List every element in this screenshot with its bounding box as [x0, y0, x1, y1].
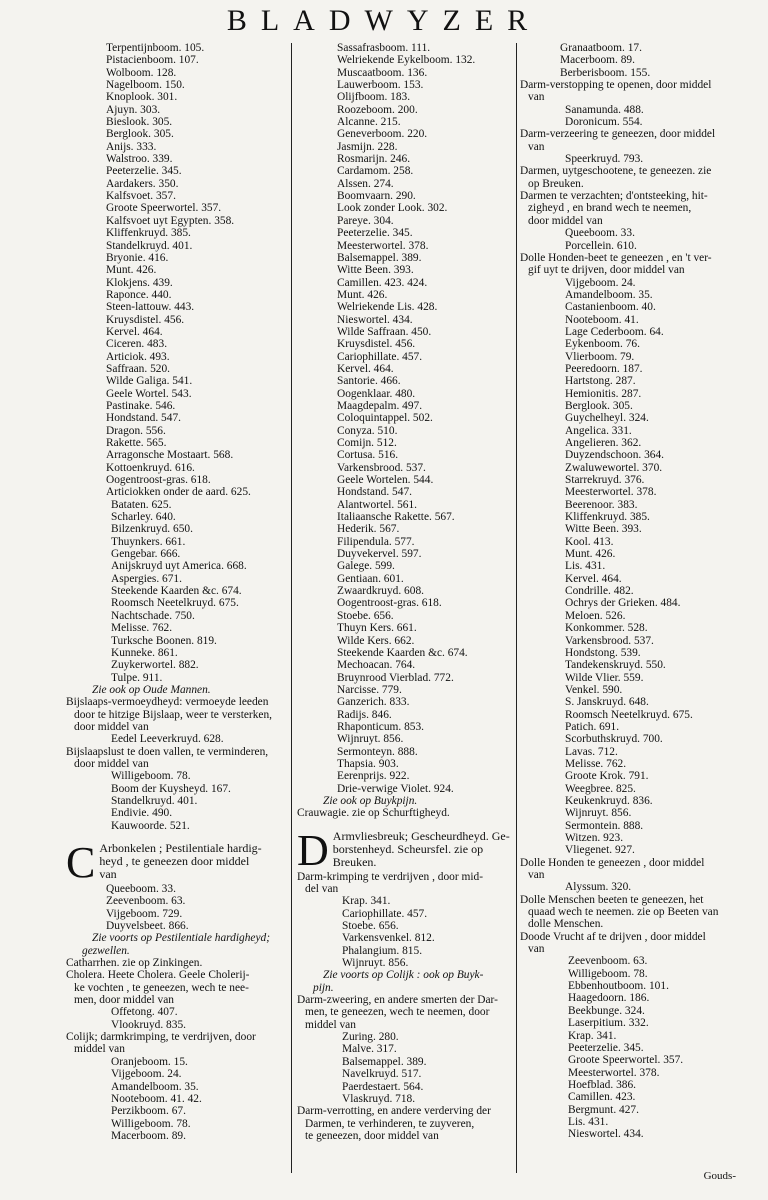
index-entry: Oranjeboom. 15. — [111, 1055, 188, 1068]
index-entry: Wijnruyt. 856. — [565, 807, 632, 820]
index-heading: door middel van — [528, 214, 603, 227]
index-entry: Granaatboom. 17. — [560, 42, 642, 54]
index-entry: Guychelheyl. 324. — [565, 412, 649, 425]
index-entry: Bieslook. 305. — [106, 116, 173, 129]
index-entry: Berglook. 305. — [565, 399, 633, 412]
index-heading: op Breuken. — [528, 177, 584, 190]
catchword: Gouds- — [703, 1170, 736, 1182]
index-entry: Aardakers. 350. — [106, 177, 179, 190]
index-entry: Angelica. 331. — [565, 424, 632, 437]
index-entry: Willigeboom. 78. — [111, 770, 191, 783]
index-entry: Varkensbrood. 537. — [565, 634, 654, 647]
index-entry: Berberisboom. 155. — [560, 66, 651, 79]
index-entry: Dragon. 556. — [106, 424, 166, 437]
index-entry: Arragonsche Mostaart. 568. — [106, 449, 234, 462]
index-entry: Scharley. 640. — [111, 511, 176, 524]
index-entry: Oogentroost-gras. 618. — [337, 597, 442, 610]
index-entry: Stoebe. 656. — [342, 920, 399, 933]
index-entry: Geele Wortel. 543. — [106, 387, 192, 400]
index-heading: Catharrhen. zie op Zinkingen. — [66, 957, 203, 970]
index-entry: Kalfsvoet. 357. — [106, 190, 176, 203]
index-entry: Camillen. 423. 424. — [337, 276, 428, 289]
index-entry: Ganzerich. 833. — [337, 696, 410, 709]
index-entry: Aspergies. 671. — [111, 572, 182, 585]
index-entry: Varkensbrood. 537. — [337, 461, 426, 474]
index-entry: Krap. 341. — [568, 1029, 617, 1042]
index-entry: Bataten. 625. — [111, 498, 172, 511]
index-entry: Boom der Kuysheyd. 167. — [111, 782, 231, 795]
index-entry: Wilde Saffraan. 450. — [337, 325, 432, 338]
index-heading: middel van — [74, 1043, 125, 1056]
section-heading-line: van — [99, 868, 117, 881]
index-entry: Thuynkers. 661. — [111, 535, 186, 548]
index-entry: Gentiaan. 601. — [337, 572, 404, 585]
index-entry: Alyssum. 320. — [565, 881, 632, 894]
index-entry: Wilde Galiga. 541. — [106, 375, 193, 388]
index-column-3 — [520, 42, 746, 1141]
cross-reference: Zie voorts op Colijk : ook op Buyk- — [323, 969, 484, 982]
cross-reference: Zie ook op Buykpijn. — [323, 794, 418, 807]
index-entry: Nooteboom. 41. 42. — [111, 1092, 202, 1105]
index-entry: Duyvekervel. 597. — [337, 548, 422, 561]
index-entry: Roomsch Neetelkruyd. 675. — [565, 708, 693, 721]
index-entry: Vijgeboom. 24. — [565, 276, 636, 289]
index-entry: Melisse. 762. — [565, 757, 627, 770]
index-entry: Zeevenboom. 63. — [106, 895, 186, 908]
index-entry: Condrille. 482. — [565, 585, 634, 598]
index-entry: Wilde Kers. 662. — [337, 634, 415, 647]
index-entry: Kruysdistel. 456. — [337, 338, 416, 351]
index-entry: Nooteboom. 41. — [565, 313, 639, 326]
index-entry: Balsemappel. 389. — [337, 251, 422, 264]
index-entry: Offetong. 407. — [111, 1006, 178, 1019]
index-entry: Pastinake. 546. — [106, 399, 176, 412]
index-entry: Melisse. 762. — [111, 622, 173, 635]
drop-capital: C — [66, 838, 96, 887]
index-entry: Starrekruyd. 376. — [565, 474, 645, 487]
index-entry: Meesterwortel. 378. — [337, 239, 429, 252]
index-entry: Terpentijnboom. 105. — [106, 42, 205, 54]
index-heading: van — [528, 869, 545, 882]
cross-reference: Zie ook op Oude Mannen. — [92, 683, 211, 696]
index-heading: zigheyd , en brand wech te neemen, — [528, 202, 692, 215]
index-heading: Darmen te verzachten; d'ontsteeking, hit- — [520, 190, 708, 203]
index-heading: Darm-zweering, en andere smerten der Dar- — [297, 994, 498, 1007]
index-entry: Saffraan. 520. — [106, 362, 170, 375]
index-heading: men, door middel van — [74, 994, 174, 1007]
index-entry: Standelkruyd. 401. — [111, 794, 198, 807]
index-entry: Galege. 599. — [337, 560, 395, 573]
column-divider — [516, 43, 517, 1173]
index-entry: Bergmunt. 427. — [568, 1103, 639, 1116]
index-entry: Munt. 426. — [565, 548, 616, 561]
index-heading: Darm-verstopping te openen, door middel — [520, 79, 712, 92]
index-entry: Alcanne. 215. — [337, 116, 401, 129]
index-entry: Peeterzelie. 345. — [337, 227, 413, 240]
index-entry: Thuyn Kers. 661. — [337, 622, 417, 635]
index-entry: Sermonteyn. 888. — [337, 745, 418, 758]
index-heading: quaad wech te neemen. zie op Beeten van — [528, 906, 719, 919]
index-entry: Rosmarijn. 246. — [337, 153, 411, 166]
index-entry: Raponce. 440. — [106, 288, 172, 301]
index-entry: Varkensvenkel. 812. — [342, 932, 435, 945]
index-entry: Peeredoorn. 187. — [565, 362, 643, 375]
drop-capital: D — [297, 825, 329, 875]
index-entry: Lis. 431. — [568, 1115, 609, 1128]
index-entry: Tulpe. 911. — [111, 671, 163, 684]
index-entry: Kauwoorde. 521. — [111, 819, 190, 832]
index-entry: Cortusa. 516. — [337, 449, 399, 462]
index-heading: Dolle Honden te geneezen , door middel — [520, 856, 705, 869]
index-heading: van — [528, 91, 545, 104]
index-entry: Beekbunge. 324. — [568, 1004, 645, 1017]
index-entry: Malve. 317. — [342, 1043, 397, 1056]
index-entry: Welriekende Eykelboom. 132. — [337, 54, 476, 67]
index-entry: Nachtschade. 750. — [111, 609, 195, 622]
index-entry: Ochrys der Grieken. 484. — [565, 597, 681, 610]
index-entry: Oogentroost-gras. 618. — [106, 474, 211, 487]
index-entry: Roomsch Neetelkruyd. 675. — [111, 597, 239, 610]
index-entry: Lavas. 712. — [565, 745, 618, 758]
index-entry: Drie-verwige Violet. 924. — [337, 782, 454, 795]
index-entry: Paerdestaert. 564. — [342, 1080, 424, 1093]
index-entry: Kliffenkruyd. 385. — [565, 511, 650, 524]
index-entry: Witzen. 923. — [565, 832, 624, 844]
index-column-1 — [66, 42, 285, 1142]
index-heading: Cholera. Heete Cholera. Geele Cholerij- — [66, 969, 250, 982]
index-entry: Maagdepalm. 497. — [337, 399, 423, 412]
index-entry: Kervel. 464. — [337, 362, 394, 375]
index-entry: Stoebe. 656. — [337, 609, 394, 622]
index-entry: Macerboom. 89. — [111, 1129, 186, 1142]
index-heading: ke vochten , te geneezen, wech te nee- — [74, 981, 249, 994]
index-entry: Amandelboom. 35. — [111, 1080, 199, 1093]
index-entry: Look zonder Look. 302. — [337, 202, 448, 215]
index-entry: Narcisse. 779. — [337, 683, 402, 696]
index-heading: Darm-verzeering te geneezen, door middel — [520, 128, 716, 141]
section-start — [66, 838, 285, 887]
cross-reference: pijn. — [313, 981, 334, 994]
index-entry: Turksche Boonen. 819. — [111, 634, 217, 647]
index-heading: Crauwagie. zie op Schurftigheyd. — [297, 807, 450, 820]
index-entry: Queeboom. 33. — [565, 227, 635, 240]
index-column-2 — [297, 42, 513, 1142]
index-entry: Duyzendschoon. 364. — [565, 449, 665, 462]
index-heading: Darm-krimping te verdrijven , door mid- — [297, 870, 483, 883]
index-entry: Steen-lattouw. 443. — [106, 301, 195, 314]
index-entry: Klokjens. 439. — [106, 276, 173, 289]
index-entry: Coloquintappel. 502. — [337, 412, 433, 425]
index-heading: door middel van — [74, 720, 149, 733]
index-entry: Phalangium. 815. — [342, 944, 423, 957]
index-entry: Macerboom. 89. — [560, 54, 635, 67]
index-entry: Articiok. 493. — [106, 350, 170, 363]
index-entry: Ciceren. 483. — [106, 338, 168, 351]
index-entry: Meesterwortel. 378. — [565, 486, 657, 499]
index-entry: Hondstand. 547. — [337, 486, 412, 499]
index-entry: Vijgeboom. 729. — [106, 907, 183, 920]
index-entry: Rakette. 565. — [106, 437, 167, 449]
index-entry: Groote Krok. 791. — [565, 770, 649, 783]
index-entry: Kottoenkruyd. 616. — [106, 461, 195, 474]
index-entry: Articiokken onder de aard. 625. — [106, 486, 251, 499]
index-entry: Konkommer. 528. — [565, 622, 648, 635]
index-heading: Dolle Honden-beet te geneezen , en 't ver- — [520, 251, 712, 264]
index-entry: Groote Speerwortel. 357. — [568, 1054, 684, 1067]
index-heading: middel van — [305, 1018, 356, 1031]
index-entry: Peeterzelie. 345. — [106, 165, 182, 178]
index-entry: Hartstong. 287. — [565, 375, 636, 388]
index-entry: Cardamom. 258. — [337, 165, 414, 178]
index-entry: Thapsia. 903. — [337, 757, 399, 770]
index-entry: Zeevenboom. 63. — [568, 955, 648, 968]
index-entry: Vliegenet. 927. — [565, 844, 635, 857]
index-entry: Geneverboom. 220. — [337, 128, 428, 141]
index-entry: Mechoacan. 764. — [337, 659, 416, 672]
index-entry: Vlierboom. 79. — [565, 350, 635, 363]
index-entry: Anijskruyd uyt America. 668. — [111, 560, 247, 573]
index-entry: Meloen. 526. — [565, 609, 626, 622]
index-entry: Kervel. 464. — [106, 325, 163, 338]
index-entry: Camillen. 423. — [568, 1091, 636, 1104]
index-entry: Krap. 341. — [342, 895, 391, 908]
index-entry: Alantwortel. 561. — [337, 498, 418, 511]
index-heading: van — [528, 140, 545, 153]
section-heading-line: borstenheyd. Scheursfel. zie op — [332, 842, 484, 856]
index-entry: Berglook. 305. — [106, 128, 174, 141]
index-entry: Bruynrood Vierblad. 772. — [337, 671, 454, 684]
index-heading: Bijslaapslust te doen vallen, te verminderen, — [66, 745, 269, 758]
index-entry: Sermontein. 888. — [565, 819, 644, 832]
index-entry: Speerkruyd. 793. — [565, 153, 644, 166]
index-entry: Filipendula. 577. — [337, 535, 415, 548]
page-title: BLADWYZER — [226, 4, 542, 37]
index-entry: Rhaponticum. 853. — [337, 720, 425, 733]
index-entry: Laserpitium. 332. — [568, 1017, 649, 1030]
index-entry: Welriekende Lis. 428. — [337, 301, 438, 314]
section-heading-line: heyd , te geneezen door middel — [99, 855, 250, 868]
index-heading: Darm-verrotting, en andere verderving der — [297, 1105, 491, 1118]
index-entry: Amandelboom. 35. — [565, 288, 653, 301]
index-entry: Meesterwortel. 378. — [568, 1066, 660, 1079]
index-entry: Kruysdistel. 456. — [106, 313, 185, 326]
index-entry: Wilde Vlier. 559. — [565, 671, 644, 684]
index-entry: Kunneke. 861. — [111, 646, 178, 659]
index-entry: Kool. 413. — [565, 535, 614, 548]
index-heading: Bijslaaps-vermoeydheyd: vermoeyde leeden — [66, 696, 269, 709]
index-entry: Nieswortel. 434. — [337, 313, 413, 326]
index-entry: Eykenboom. 76. — [565, 338, 640, 351]
index-entry: Venkel. 590. — [565, 683, 623, 696]
index-entry: Lage Cederboom. 64. — [565, 325, 664, 338]
index-entry: Comijn. 512. — [337, 437, 397, 449]
index-entry: Castanienboom. 40. — [565, 301, 656, 314]
index-entry: Willigeboom. 78. — [111, 1117, 191, 1130]
index-entry: Navelkruyd. 517. — [342, 1068, 422, 1081]
index-entry: Bryonie. 416. — [106, 251, 169, 264]
index-entry: Porcellein. 610. — [565, 239, 637, 252]
index-entry: Eerenprijs. 922. — [337, 770, 410, 783]
index-entry: Munt. 426. — [106, 264, 157, 277]
index-entry: Steekende Kaarden &c. 674. — [111, 585, 242, 598]
index-entry: Lauwerboom. 153. — [337, 79, 424, 92]
index-entry: Groote Speerwortel. 357. — [106, 202, 222, 215]
index-entry: Sanamunda. 488. — [565, 103, 644, 116]
index-entry: Geele Wortelen. 544. — [337, 474, 434, 487]
index-entry: Zuykerwortel. 882. — [111, 659, 199, 672]
column-divider — [291, 43, 292, 1173]
index-entry: Alssen. 274. — [337, 177, 394, 190]
index-entry: Wijnruyt. 856. — [342, 957, 409, 970]
index-entry: Scorbuthskruyd. 700. — [565, 733, 663, 746]
index-entry: Hoefblad. 386. — [568, 1078, 637, 1091]
index-entry: Lis. 431. — [565, 560, 606, 573]
index-entry: Angelieren. 362. — [565, 437, 642, 449]
index-entry: Witte Been. 393. — [337, 264, 414, 277]
index-entry: Steekende Kaarden &c. 674. — [337, 646, 468, 659]
section-start — [297, 825, 513, 875]
index-heading: te geneezen, door middel van — [305, 1129, 439, 1142]
index-entry: Kervel. 464. — [565, 572, 622, 585]
index-heading: Darmen, uytgeschootene, te geneezen. zie — [520, 165, 712, 178]
index-entry: Italiaansche Rakette. 567. — [337, 511, 455, 524]
index-entry: Queeboom. 33. — [106, 883, 176, 895]
index-entry: Keukenkruyd. 836. — [565, 794, 653, 807]
index-entry: Bilzenkruyd. 650. — [111, 523, 193, 536]
index-heading: Doode Vrucht af te drijven , door middel — [520, 930, 706, 943]
index-entry: Hederik. 567. — [337, 523, 400, 536]
index-entry: Wijnruyt. 856. — [337, 733, 404, 746]
index-heading: door middel van — [74, 757, 149, 770]
index-heading: Colijk; darmkrimping, te verdrijven, door — [66, 1031, 256, 1044]
index-heading: dolle Menschen. — [528, 918, 604, 931]
index-entry: Vlookruyd. 835. — [111, 1018, 186, 1031]
index-entry: Hemionitis. 287. — [565, 387, 642, 400]
index-entry: Walstroo. 339. — [106, 153, 173, 166]
index-entry: Olijfboom. 183. — [337, 91, 411, 104]
index-entry: Sassafrasboom. 111. — [337, 42, 431, 54]
cross-reference: Zie voorts op Pestilentiale hardigheyd; — [92, 932, 271, 945]
index-entry: Zuring. 280. — [342, 1031, 399, 1044]
index-entry: Wolboom. 128. — [106, 66, 177, 79]
index-entry: Perzikboom. 67. — [111, 1105, 186, 1118]
section-heading-line: Armvliesbreuk; Gescheurdheyd. Ge- — [332, 829, 510, 843]
index-entry: Peeterzelie. 345. — [568, 1041, 644, 1054]
index-entry: Munt. 426. — [337, 288, 388, 301]
index-heading: Darmen, te verhinderen, te zuyveren, — [305, 1117, 475, 1130]
index-entry: Radijs. 846. — [337, 708, 392, 721]
index-entry: Standelkruyd. 401. — [106, 239, 193, 252]
index-entry: Weegbree. 825. — [565, 782, 636, 795]
index-entry: Eedel Leeverkruyd. 628. — [111, 733, 224, 746]
index-entry: Knoplook. 301. — [106, 91, 178, 104]
index-entry: Willigeboom. 78. — [568, 967, 648, 980]
index-heading: door te hitzige Bijslaap, weer te versterken, — [74, 708, 272, 721]
index-entry: S. Janskruyd. 648. — [565, 696, 649, 709]
index-entry: Vijgeboom. 24. — [111, 1068, 182, 1081]
index-entry: Endivie. 490. — [111, 807, 173, 820]
index-heading: van — [528, 943, 545, 956]
index-entry: Boomvaarn. 290. — [337, 190, 416, 203]
index-entry: Cariophillate. 457. — [337, 350, 423, 363]
index-entry: Pistacienboom. 107. — [106, 54, 199, 67]
index-entry: Jasmijn. 228. — [337, 140, 398, 153]
index-entry: Conyza. 510. — [337, 424, 398, 437]
index-entry: Kalfsvoet uyt Egypten. 358. — [106, 214, 235, 227]
index-entry: Hondstong. 539. — [565, 646, 641, 659]
section-heading-line: Arbonkelen ; Pestilentiale hardig- — [99, 842, 262, 855]
index-entry: Zwaardkruyd. 608. — [337, 585, 424, 598]
index-heading: del van — [305, 883, 339, 895]
index-entry: Oogenklaar. 480. — [337, 387, 416, 400]
index-entry: Gengebar. 666. — [111, 548, 181, 561]
index-entry: Duyvelsbeet. 866. — [106, 920, 189, 933]
index-entry: Patich. 691. — [565, 720, 620, 733]
index-entry: Doronicum. 554. — [565, 116, 643, 129]
index-entry: Zwaluwewortel. 370. — [565, 461, 663, 474]
index-entry: Cariophillate. 457. — [342, 907, 428, 920]
index-heading: gif uyt te drijven, door middel van — [528, 264, 685, 277]
index-entry: Hondstand. 547. — [106, 412, 181, 425]
cross-reference: gezwellen. — [82, 944, 130, 957]
index-entry: Ajuyn. 303. — [106, 103, 161, 116]
index-entry: Santorie. 466. — [337, 375, 401, 388]
index-entry: Muscaatboom. 136. — [337, 66, 428, 79]
index-entry: Balsemappel. 389. — [342, 1055, 427, 1068]
index-entry: Ebbenhoutboom. 101. — [568, 980, 669, 993]
index-entry: Haagedoorn. 186. — [568, 992, 650, 1005]
index-heading: Dolle Menschen beeten te geneezen, het — [520, 893, 704, 906]
index-entry: Witte Been. 393. — [565, 523, 642, 536]
index-entry: Tandekenskruyd. 550. — [565, 659, 666, 672]
index-entry: Anijs. 333. — [106, 140, 157, 153]
index-heading: men, te geneezen, wech te neemen, door — [305, 1006, 490, 1019]
index-entry: Kliffenkruyd. 385. — [106, 227, 191, 240]
index-entry: Beerenoor. 383. — [565, 498, 638, 511]
section-heading-line: Breuken. — [332, 855, 377, 869]
index-entry: Pareye. 304. — [337, 214, 394, 227]
index-entry: Nieswortel. 434. — [568, 1128, 644, 1141]
index-entry: Nagelboom. 150. — [106, 79, 185, 92]
index-entry: Vlaskruyd. 718. — [342, 1092, 416, 1105]
index-entry: Roozeboom. 200. — [337, 103, 418, 116]
